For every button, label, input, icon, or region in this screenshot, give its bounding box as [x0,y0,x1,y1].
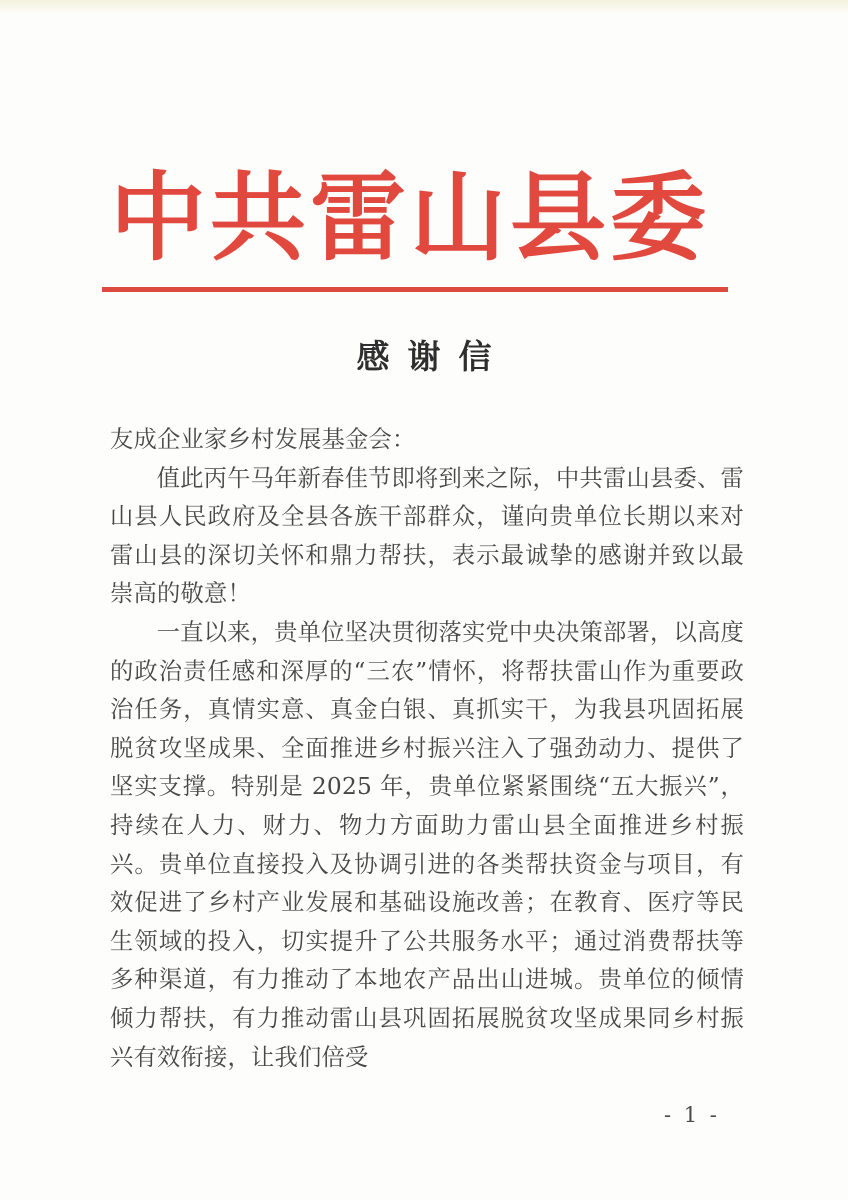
page-number: - 1 - [664,1103,720,1127]
document-title: 感谢信 [356,337,510,376]
letterhead-title: 中共雷山县委 [110,161,710,274]
paragraph-1: 值此丙午马年新春佳节即将到来之际，中共雷山县委、雷山县人民政府及全县各族干部群众，谨向贵单位长期以来对雷山县的深切关怀和鼎力帮扶，表示最诚挚的感谢并致以最崇高的敬意！ [110,464,745,608]
letter-body [110,421,744,1077]
letterhead-rule [102,287,728,292]
salutation: 友成企业家乡村发展基金会： [110,426,416,453]
scan-top-edge [0,0,848,14]
paragraph-2: 一直以来，贵单位坚决贯彻落实党中央决策部署，以高度的政治责任感和深厚的“三农”情怀，将帮扶雷山作为重要政治任务，真情实意、真金白银、真抓实干，为我县巩固拓展脱贫攻坚成果、全面推进乡村振兴注入了强劲动力、提供了坚实支撑。特别是 2025 年，贵单位紧紧围绕“五大振兴”，持续在人力、财力、物力方面助力雷山县全面推进乡村振兴。贵单位直接投入及协调引进的各类帮扶资金与项目，有效促进了乡村产业发展和基础设施改善；在教育、医疗等民生领域的投入，切实提升了公共服务水平；通过消费帮扶等多种渠道，有力推动了本地农产品出山进城。贵单位的倾情倾力帮扶，有力推动雷山县巩固拓展脱贫攻坚成果同乡村振兴有效衔接，让我们倍受 [110,618,745,1071]
